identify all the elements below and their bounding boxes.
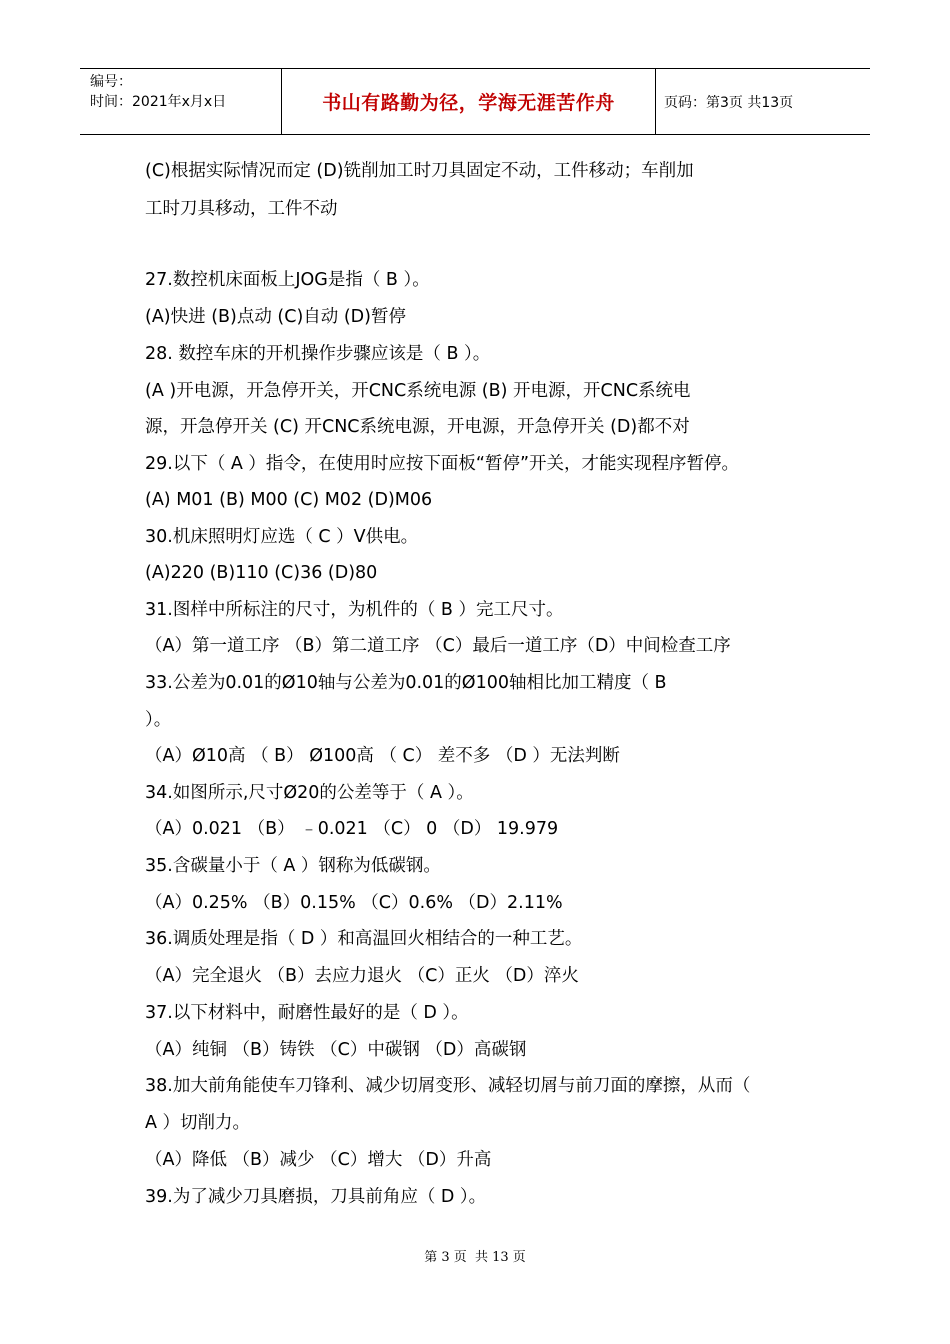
text-line: 工时刀具移动，工件不动 — [145, 199, 338, 219]
question-28: 28. 数控车床的开机操作步骤应该是（ B ）。 — [145, 344, 491, 364]
question-38: 38.加大前角能使车刀锋利、减少切屑变形、减轻切屑与前刀面的摩擦，从而（ — [145, 1076, 751, 1096]
page-header — [80, 68, 870, 135]
question-39: 39.为了减少刀具磨损，刀具前角应（ D ）。 — [145, 1187, 487, 1207]
code-label: 编号： — [90, 74, 132, 90]
options-27: (A)快进 (B)点动 (C)自动 (D)暂停 — [145, 307, 406, 327]
question-31: 31.图样中所标注的尺寸，为机件的（ B ）完工尺寸。 — [145, 600, 564, 620]
options-36: （A）完全退火 （B）去应力退火 （C）正火 （D）淬火 — [145, 966, 579, 986]
question-36: 36.调质处理是指（ D ）和高温回火相结合的一种工艺。 — [145, 929, 583, 949]
options-28: (A )开电源，开急停开关，开CNC系统电源 (B) 开电源，开CNC系统电 — [145, 381, 691, 401]
options-35: （A）0.25% （B）0.15% （C）0.6% （D）2.11% — [145, 893, 563, 913]
question-33: 33.公差为0.01的Ø10轴与公差为0.01的Ø100轴相比加工精度（ B — [145, 673, 667, 693]
text-line: (C)根据实际情况而定 (D)铣削加工时刀具固定不动，工件移动；车削加 — [145, 161, 694, 181]
options-37: （A）纯铜 （B）铸铁 （C）中碳钢 （D）高碳钢 — [145, 1040, 527, 1060]
options-30: (A)220 (B)110 (C)36 (D)80 — [145, 563, 378, 583]
question-30: 30.机床照明灯应选（ C ）V供电。 — [145, 527, 419, 547]
options-29: (A) M01 (B) M00 (C) M02 (D)M06 — [145, 490, 433, 510]
header-motto: 书山有路勤为径，学海无涯苦作舟 — [281, 69, 656, 134]
question-38-cont: A ）切削力。 — [145, 1113, 251, 1133]
options-34: （A）0.021 （B） ﹣0.021 （C） 0 （D） 19.979 — [145, 819, 559, 839]
question-27: 27.数控机床面板上JOG是指（ B ）。 — [145, 270, 430, 290]
options-31: （A）第一道工序 （B）第二道工序 （C）最后一道工序（D）中间检查工序 — [145, 636, 731, 656]
page-footer: 第 3 页 共 13 页 — [424, 1250, 526, 1265]
options-33: （A）Ø10高 （ B） Ø100高 （ C） 差不多 （D ）无法判断 — [145, 746, 620, 766]
options-38: （A）降低 （B）减少 （C）增大 （D）升高 — [145, 1150, 492, 1170]
header-page-info: 页码：第3页 共13页 — [664, 94, 794, 111]
question-29: 29.以下（ A ）指令，在使用时应按下面板“暂停”开关，才能实现程序暂停。 — [145, 454, 740, 474]
question-33-cont: ）。 — [145, 710, 172, 730]
header-meta — [80, 69, 281, 134]
question-35: 35.含碳量小于（ A ）钢称为低碳钢。 — [145, 856, 441, 876]
question-37: 37.以下材料中，耐磨性最好的是（ D ）。 — [145, 1003, 469, 1023]
options-28-cont: 源，开急停开关 (C) 开CNC系统电源，开电源，开急停开关 (D)都不对 — [145, 417, 690, 437]
question-34: 34.如图所示,尺寸Ø20的公差等于（ A ）。 — [145, 783, 474, 803]
date-label: 时间：2021年x月x日 — [90, 94, 227, 110]
